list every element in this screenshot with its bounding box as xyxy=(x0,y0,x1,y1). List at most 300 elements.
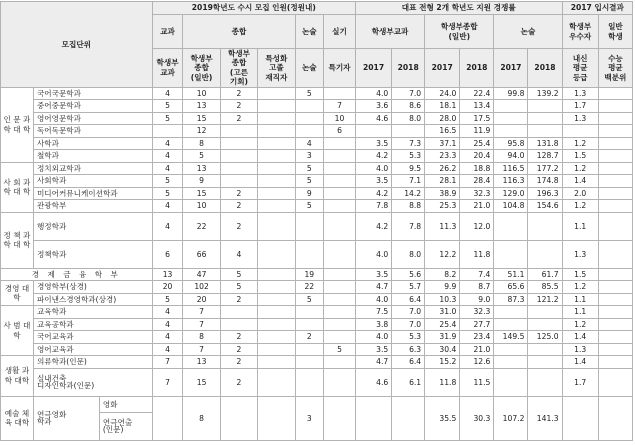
cell: 2 xyxy=(220,331,257,344)
cell: 5 xyxy=(295,200,324,213)
table-row xyxy=(1,150,633,163)
cell: 5 xyxy=(152,187,183,200)
cell: 5.6 xyxy=(392,268,425,281)
table-row xyxy=(1,240,633,268)
subheader-2018-b: 2018 xyxy=(460,49,494,88)
cell xyxy=(258,343,295,356)
cell: 3 xyxy=(295,150,324,163)
cell xyxy=(598,112,632,125)
cell: 2 xyxy=(220,293,257,306)
cell: 4 xyxy=(152,306,183,319)
cell: 3.8 xyxy=(355,318,391,331)
cell: 2 xyxy=(220,100,257,113)
header-result-2017: 2017 입시결과 xyxy=(562,2,632,15)
cell xyxy=(598,356,632,369)
subheader-2017-a: 2017 xyxy=(355,49,391,88)
group-label-life: 생활 과학 대학 xyxy=(1,356,34,397)
cell: 2 xyxy=(220,187,257,200)
unit-name: 관광학부 xyxy=(33,200,152,213)
cell: 4 xyxy=(295,137,324,150)
cell xyxy=(258,293,295,306)
cell xyxy=(494,112,528,125)
table-row xyxy=(1,368,633,396)
cell: 7.5 xyxy=(355,306,391,319)
cell: 25.3 xyxy=(425,200,460,213)
cell: 174.8 xyxy=(528,175,562,188)
cell xyxy=(324,356,356,369)
cell xyxy=(528,240,562,268)
cell: 3.6 xyxy=(355,100,391,113)
cell: 129.0 xyxy=(494,187,528,200)
cell: 3.5 xyxy=(355,175,391,188)
cell: 51.1 xyxy=(494,268,528,281)
cell xyxy=(324,137,356,150)
cell xyxy=(220,396,257,440)
cell: 131.8 xyxy=(528,137,562,150)
cell xyxy=(494,100,528,113)
cell xyxy=(598,137,632,150)
subheader-2018-a: 2018 xyxy=(392,49,425,88)
cell xyxy=(598,87,632,100)
cell: 15.2 xyxy=(425,356,460,369)
header-comp-comprehensive: 학생부종합 (일반) xyxy=(425,15,494,49)
cell: 5 xyxy=(295,87,324,100)
unit-sub-name: 연극연출 (인문) xyxy=(99,412,152,440)
cell: 61.7 xyxy=(528,268,562,281)
cell: 4.0 xyxy=(355,162,391,175)
cell xyxy=(324,331,356,344)
cell: 21.0 xyxy=(460,200,494,213)
header-competition: 대표 전형 2개 학년도 지원 경쟁률 xyxy=(355,2,562,15)
unit-name: 사회학과 xyxy=(33,175,152,188)
subheader-school: 학생부 교과 xyxy=(152,49,183,88)
cell: 11.3 xyxy=(425,212,460,240)
table-row xyxy=(1,396,633,412)
cell: 2 xyxy=(220,368,257,396)
cell: 7.8 xyxy=(392,212,425,240)
cell: 65.6 xyxy=(494,281,528,294)
cell: 4 xyxy=(152,162,183,175)
subheader-2018-c: 2018 xyxy=(528,49,562,88)
cell xyxy=(295,112,324,125)
cell xyxy=(598,162,632,175)
cell: 1.5 xyxy=(562,150,598,163)
cell xyxy=(324,318,356,331)
cell: 6.4 xyxy=(392,293,425,306)
cell xyxy=(528,100,562,113)
cell: 1.2 xyxy=(562,318,598,331)
cell xyxy=(324,268,356,281)
cell: 12 xyxy=(183,125,220,138)
cell xyxy=(562,125,598,138)
cell: 24.0 xyxy=(425,87,460,100)
cell xyxy=(258,281,295,294)
cell xyxy=(295,368,324,396)
cell: 7 xyxy=(324,100,356,113)
cell xyxy=(258,306,295,319)
cell: 31.0 xyxy=(425,306,460,319)
unit-name: 교육학과 xyxy=(33,306,152,319)
unit-name: 경영학부(상경) xyxy=(33,281,152,294)
cell: 4 xyxy=(152,150,183,163)
cell: 11.5 xyxy=(460,368,494,396)
cell xyxy=(528,318,562,331)
cell: 6 xyxy=(324,125,356,138)
cell: 7 xyxy=(152,356,183,369)
cell xyxy=(598,268,632,281)
cell xyxy=(258,331,295,344)
cell xyxy=(528,343,562,356)
cell xyxy=(258,240,295,268)
cell: 3.5 xyxy=(355,268,391,281)
table-row xyxy=(1,87,633,100)
cell xyxy=(528,306,562,319)
cell xyxy=(220,125,257,138)
cell: 1.2 xyxy=(562,162,598,175)
cell xyxy=(598,212,632,240)
cell: 6.1 xyxy=(392,368,425,396)
cell: 10 xyxy=(183,87,220,100)
cell: 1.2 xyxy=(562,137,598,150)
subheader-essay: 논술 xyxy=(295,49,324,88)
cell: 22.4 xyxy=(460,87,494,100)
cell xyxy=(324,306,356,319)
cell: 4.2 xyxy=(355,150,391,163)
table-row xyxy=(1,112,633,125)
cell: 4.6 xyxy=(355,368,391,396)
cell xyxy=(598,100,632,113)
cell xyxy=(528,212,562,240)
table-row xyxy=(1,356,633,369)
cell xyxy=(258,162,295,175)
cell: 177.2 xyxy=(528,162,562,175)
cell: 13 xyxy=(183,162,220,175)
cell: 27.7 xyxy=(460,318,494,331)
cell: 1.4 xyxy=(562,331,598,344)
table-row xyxy=(1,268,633,281)
cell: 116.3 xyxy=(494,175,528,188)
cell xyxy=(220,318,257,331)
cell xyxy=(258,125,295,138)
cell xyxy=(295,100,324,113)
table-row xyxy=(1,306,633,319)
cell: 1.4 xyxy=(562,175,598,188)
cell: 3 xyxy=(295,396,324,440)
cell: 4 xyxy=(152,200,183,213)
cell: 1.2 xyxy=(562,281,598,294)
cell xyxy=(598,343,632,356)
cell: 8 xyxy=(183,396,220,440)
unit-name: 정치외교학과 xyxy=(33,162,152,175)
cell: 141.3 xyxy=(528,396,562,440)
subheader-inner-grade: 내신 평균 등급 xyxy=(562,49,598,88)
table-row xyxy=(1,137,633,150)
cell xyxy=(295,356,324,369)
cell: 6.3 xyxy=(392,343,425,356)
cell: 7.8 xyxy=(355,200,391,213)
cell: 35.5 xyxy=(425,396,460,440)
header-practical: 실기 xyxy=(324,15,356,49)
group-label-arts: 예술 체육 대학 xyxy=(1,396,34,440)
cell xyxy=(324,293,356,306)
cell: 8.8 xyxy=(392,200,425,213)
unit-name: 철학과 xyxy=(33,150,152,163)
subheader-talent: 특기자 xyxy=(324,49,356,88)
unit-name: 연극영화 학과 xyxy=(33,396,99,440)
group-label-policy: 정 책 과 학 대 학 xyxy=(1,212,34,268)
cell: 7.0 xyxy=(392,87,425,100)
cell xyxy=(598,175,632,188)
cell xyxy=(258,396,295,440)
cell xyxy=(598,396,632,440)
cell xyxy=(324,396,356,440)
cell: 4.7 xyxy=(355,356,391,369)
cell xyxy=(494,318,528,331)
cell: 32.3 xyxy=(460,306,494,319)
cell: 8.0 xyxy=(392,240,425,268)
cell: 15 xyxy=(183,368,220,396)
cell: 9.9 xyxy=(425,281,460,294)
cell: 47 xyxy=(183,268,220,281)
cell xyxy=(295,343,324,356)
cell: 4 xyxy=(152,343,183,356)
cell xyxy=(220,162,257,175)
cell xyxy=(494,343,528,356)
cell: 38.9 xyxy=(425,187,460,200)
cell: 20 xyxy=(152,281,183,294)
cell xyxy=(528,368,562,396)
cell: 7.0 xyxy=(392,306,425,319)
table-row xyxy=(1,187,633,200)
cell: 8 xyxy=(183,331,220,344)
unit-name: 영어영문학과 xyxy=(33,112,152,125)
cell: 1.5 xyxy=(562,268,598,281)
cell xyxy=(324,175,356,188)
unit-name: 영어교육과 xyxy=(33,343,152,356)
table-row xyxy=(1,212,633,240)
cell xyxy=(324,212,356,240)
cell: 4.6 xyxy=(355,112,391,125)
cell: 196.3 xyxy=(528,187,562,200)
cell: 7 xyxy=(183,343,220,356)
group-label-education: 사 범 대 학 xyxy=(1,306,34,356)
subheader-2017-b: 2017 xyxy=(425,49,460,88)
cell: 17.5 xyxy=(460,112,494,125)
cell xyxy=(152,396,183,440)
cell: 4 xyxy=(152,87,183,100)
admissions-table xyxy=(0,1,633,441)
cell: 2 xyxy=(220,343,257,356)
group-label-business: 경영 대학 xyxy=(1,281,34,306)
cell xyxy=(494,212,528,240)
cell: 12.2 xyxy=(425,240,460,268)
cell xyxy=(220,306,257,319)
cell: 2 xyxy=(220,200,257,213)
cell xyxy=(598,125,632,138)
cell: 3.5 xyxy=(355,343,391,356)
cell xyxy=(324,240,356,268)
table-row xyxy=(1,331,633,344)
cell: 12.6 xyxy=(460,356,494,369)
cell: 32.3 xyxy=(460,187,494,200)
table-row xyxy=(1,100,633,113)
cell: 5 xyxy=(152,100,183,113)
cell: 18.1 xyxy=(425,100,460,113)
cell: 13 xyxy=(183,356,220,369)
cell: 23.4 xyxy=(460,331,494,344)
cell xyxy=(598,240,632,268)
cell: 1.1 xyxy=(562,306,598,319)
cell: 125.0 xyxy=(528,331,562,344)
cell: 2 xyxy=(220,87,257,100)
cell: 85.5 xyxy=(528,281,562,294)
cell: 5.3 xyxy=(392,331,425,344)
unit-name: 사학과 xyxy=(33,137,152,150)
table-row xyxy=(1,281,633,294)
cell: 9 xyxy=(183,175,220,188)
cell: 1.3 xyxy=(562,240,598,268)
cell xyxy=(324,150,356,163)
cell: 13 xyxy=(183,100,220,113)
cell xyxy=(295,240,324,268)
subheader-comp-opportunity: 학생부 종합 (고른 기회) xyxy=(220,49,257,88)
cell: 26.2 xyxy=(425,162,460,175)
cell xyxy=(152,125,183,138)
cell xyxy=(258,175,295,188)
cell: 1.3 xyxy=(562,343,598,356)
unit-name: 독어독문학과 xyxy=(33,125,152,138)
cell: 21.0 xyxy=(460,343,494,356)
cell xyxy=(494,125,528,138)
cell: 4.0 xyxy=(355,240,391,268)
cell: 31.9 xyxy=(425,331,460,344)
table-body xyxy=(1,87,633,440)
cell xyxy=(528,356,562,369)
cell: 20 xyxy=(183,293,220,306)
cell: 10 xyxy=(183,200,220,213)
cell: 18.8 xyxy=(460,162,494,175)
cell xyxy=(528,112,562,125)
cell xyxy=(220,137,257,150)
cell xyxy=(324,87,356,100)
header-comp-school: 학생부교과 xyxy=(355,15,424,49)
unit-name: 중어중문학과 xyxy=(33,100,152,113)
cell xyxy=(598,200,632,213)
cell xyxy=(528,125,562,138)
cell xyxy=(355,396,391,440)
cell xyxy=(220,175,257,188)
header-essay: 논술 xyxy=(295,15,324,49)
cell xyxy=(392,396,425,440)
cell xyxy=(258,212,295,240)
cell: 1.7 xyxy=(562,100,598,113)
cell: 4.0 xyxy=(355,293,391,306)
cell: 13 xyxy=(152,268,183,281)
cell xyxy=(220,150,257,163)
cell xyxy=(258,100,295,113)
cell xyxy=(295,306,324,319)
cell: 14.2 xyxy=(392,187,425,200)
cell: 121.2 xyxy=(528,293,562,306)
cell xyxy=(598,150,632,163)
header-plan-2019: 2019학년도 수시 모집 인원(정원내) xyxy=(152,2,355,15)
group-label-social: 사 회 과 학 대 학 xyxy=(1,162,34,212)
cell xyxy=(258,187,295,200)
header-general-student: 일반 학생 xyxy=(598,15,632,49)
cell: 5 xyxy=(152,112,183,125)
cell: 2 xyxy=(220,112,257,125)
cell: 87.3 xyxy=(494,293,528,306)
header-subject: 교과 xyxy=(152,15,183,49)
cell xyxy=(258,356,295,369)
cell: 37.1 xyxy=(425,137,460,150)
subheader-special: 특성화 고졸 재직자 xyxy=(258,49,295,88)
cell: 7.1 xyxy=(392,175,425,188)
cell xyxy=(494,356,528,369)
cell xyxy=(295,318,324,331)
cell: 116.5 xyxy=(494,162,528,175)
cell: 2.0 xyxy=(562,187,598,200)
cell: 10.3 xyxy=(425,293,460,306)
cell: 4 xyxy=(220,240,257,268)
cell: 9.5 xyxy=(392,162,425,175)
cell: 4 xyxy=(152,331,183,344)
cell: 1.2 xyxy=(562,200,598,213)
cell: 5 xyxy=(220,268,257,281)
cell xyxy=(324,368,356,396)
unit-name: 미디어커뮤니케이션학과 xyxy=(33,187,152,200)
cell: 8.0 xyxy=(392,112,425,125)
cell xyxy=(598,331,632,344)
cell: 104.8 xyxy=(494,200,528,213)
cell: 22 xyxy=(183,212,220,240)
cell xyxy=(258,368,295,396)
cell: 2 xyxy=(220,356,257,369)
cell: 5 xyxy=(152,175,183,188)
cell xyxy=(355,125,391,138)
cell: 2 xyxy=(220,212,257,240)
cell: 15 xyxy=(183,187,220,200)
cell: 9 xyxy=(295,187,324,200)
cell: 5 xyxy=(152,293,183,306)
cell: 1.4 xyxy=(562,356,598,369)
cell: 7.4 xyxy=(460,268,494,281)
cell: 4.0 xyxy=(355,331,391,344)
cell: 20.4 xyxy=(460,150,494,163)
header-unit: 모집단위 xyxy=(1,2,153,88)
cell: 10 xyxy=(324,112,356,125)
cell xyxy=(324,281,356,294)
cell: 4 xyxy=(152,318,183,331)
cell: 13.4 xyxy=(460,100,494,113)
cell: 7.3 xyxy=(392,137,425,150)
cell: 2 xyxy=(295,331,324,344)
cell: 28.0 xyxy=(425,112,460,125)
cell: 6.4 xyxy=(392,356,425,369)
cell xyxy=(258,200,295,213)
cell: 23.3 xyxy=(425,150,460,163)
cell: 5 xyxy=(220,281,257,294)
cell: 1.3 xyxy=(562,87,598,100)
cell: 8 xyxy=(183,137,220,150)
unit-name: 국어국문학과 xyxy=(33,87,152,100)
cell: 15 xyxy=(183,112,220,125)
cell xyxy=(598,187,632,200)
table-row xyxy=(1,162,633,175)
cell: 4.2 xyxy=(355,187,391,200)
header-comp-essay: 논술 xyxy=(494,15,562,49)
cell: 8.2 xyxy=(425,268,460,281)
